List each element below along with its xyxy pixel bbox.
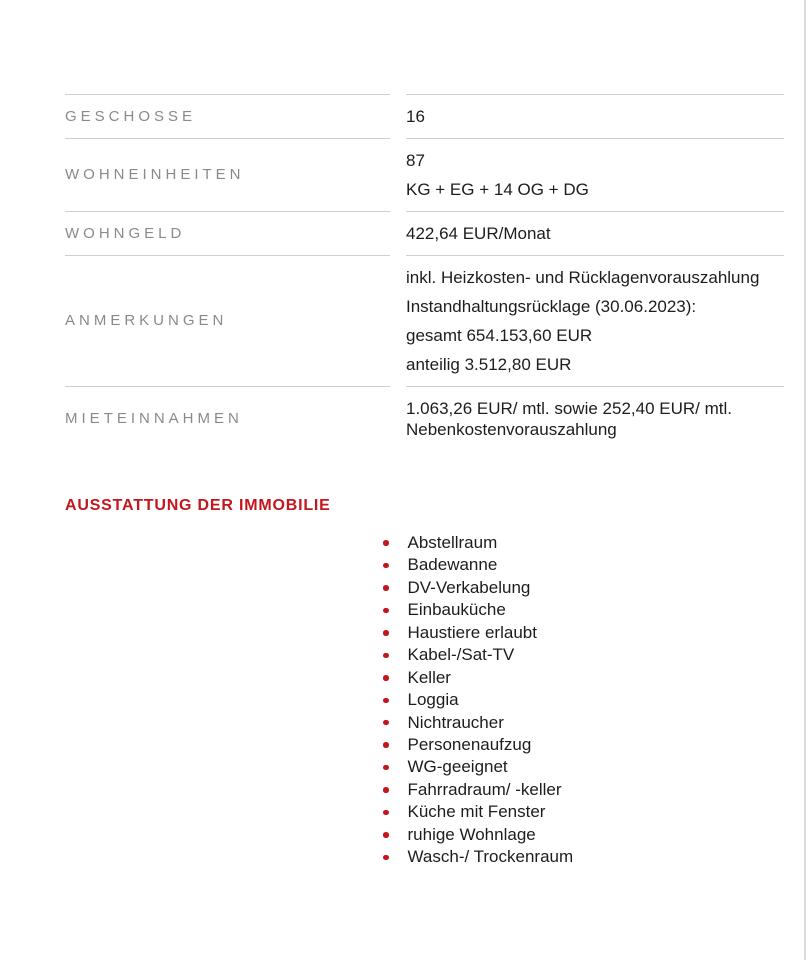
feature-list-item xyxy=(383,824,573,846)
spec-row-value-line: Instandhaltungsrücklage (30.06.2023): xyxy=(406,297,697,316)
feature-list-item xyxy=(383,734,573,756)
spec-table-row xyxy=(65,138,784,211)
bullet-icon xyxy=(383,742,389,748)
feature-item-label: Einbauküche xyxy=(407,600,506,620)
bullet-icon xyxy=(383,675,389,681)
spec-row-label: ANMERKUNGEN xyxy=(65,312,228,329)
feature-list-item xyxy=(383,712,573,734)
spec-row-label: WOHNEINHEITEN xyxy=(65,166,245,183)
spec-row-value-line: gesamt 654.153,60 EUR xyxy=(406,326,593,345)
spec-label-cell xyxy=(65,211,390,255)
spec-row-value-line: inkl. Heizkosten- und Rücklagenvorauszahlung xyxy=(406,268,760,287)
bullet-icon xyxy=(383,832,389,838)
features-list xyxy=(383,532,573,869)
bullet-icon xyxy=(383,563,389,569)
spec-row-value-line: KG + EG + 14 OG + DG xyxy=(406,180,589,199)
features-section-heading: AUSSTATTUNG DER IMMOBILIE xyxy=(65,497,331,514)
bullet-icon xyxy=(383,787,389,793)
feature-item-label: Loggia xyxy=(407,690,459,710)
feature-list-item xyxy=(383,756,573,778)
spec-row-value-line: 87 xyxy=(406,151,425,170)
bullet-icon xyxy=(383,653,389,659)
spec-table-row xyxy=(65,94,784,138)
feature-item-label: Keller xyxy=(407,667,451,687)
feature-item-label: Küche mit Fenster xyxy=(407,802,546,822)
spec-label-cell xyxy=(65,94,390,138)
page-right-edge-divider xyxy=(804,0,806,960)
feature-list-item xyxy=(383,689,573,711)
feature-list-item xyxy=(383,622,573,644)
spec-row-values xyxy=(406,255,784,386)
spec-row-label: WOHNGELD xyxy=(65,224,186,242)
spec-row-values xyxy=(406,386,784,451)
spec-row-value-line: 1.063,26 EUR/ mtl. sowie 252,40 EUR/ mtl. xyxy=(406,399,732,418)
feature-list-item xyxy=(383,846,573,868)
bullet-icon xyxy=(383,540,389,546)
feature-list-item xyxy=(383,532,573,554)
spec-row-values xyxy=(406,138,784,211)
feature-item-label: ruhige Wohnlage xyxy=(407,824,536,844)
feature-list-item xyxy=(383,644,573,666)
feature-item-label: Fahrradraum/ -keller xyxy=(407,779,562,799)
spec-row-value-line: 422,64 EUR/Monat xyxy=(406,224,551,243)
bullet-icon xyxy=(383,720,389,726)
feature-item-label: Nichtraucher xyxy=(407,712,504,732)
spec-label-cell xyxy=(65,255,390,386)
feature-item-label: WG-geeignet xyxy=(407,757,508,777)
bullet-icon xyxy=(383,698,389,704)
bullet-icon xyxy=(383,855,389,861)
feature-list-item xyxy=(383,779,573,801)
spec-row-values xyxy=(406,211,784,255)
bullet-icon xyxy=(383,810,389,816)
bullet-icon xyxy=(383,585,389,591)
feature-list-item xyxy=(383,667,573,689)
feature-item-label: Abstellraum xyxy=(407,533,498,552)
spec-row-value-line: 16 xyxy=(406,107,425,126)
feature-list-item xyxy=(383,577,573,599)
bullet-icon xyxy=(383,608,389,614)
feature-list-item xyxy=(383,801,573,823)
feature-item-label: Kabel-/Sat-TV xyxy=(407,645,515,665)
spec-row-values xyxy=(406,94,784,138)
spec-row-value-line: anteilig 3.512,80 EUR xyxy=(406,355,572,374)
feature-item-label: Personenaufzug xyxy=(407,734,532,754)
spec-label-cell xyxy=(65,138,390,211)
feature-list-item xyxy=(383,599,573,621)
feature-item-label: Haustiere erlaubt xyxy=(407,622,537,642)
spec-table-row xyxy=(65,255,784,386)
spec-table-row xyxy=(65,211,784,255)
feature-item-label: Wasch-/ Trockenraum xyxy=(407,847,574,867)
spec-table-row xyxy=(65,386,784,451)
bullet-icon xyxy=(383,765,389,771)
feature-list-item xyxy=(383,554,573,576)
spec-row-value-line: Nebenkostenvorauszahlung xyxy=(406,420,617,439)
feature-item-label: Badewanne xyxy=(407,555,498,575)
spec-row-label: GESCHOSSE xyxy=(65,107,197,125)
spec-label-cell xyxy=(65,386,390,451)
spec-table xyxy=(65,94,784,451)
bullet-icon xyxy=(383,630,389,636)
spec-row-label: MIETEINNAHMEN xyxy=(65,410,243,427)
feature-item-label: DV-Verkabelung xyxy=(407,577,531,597)
